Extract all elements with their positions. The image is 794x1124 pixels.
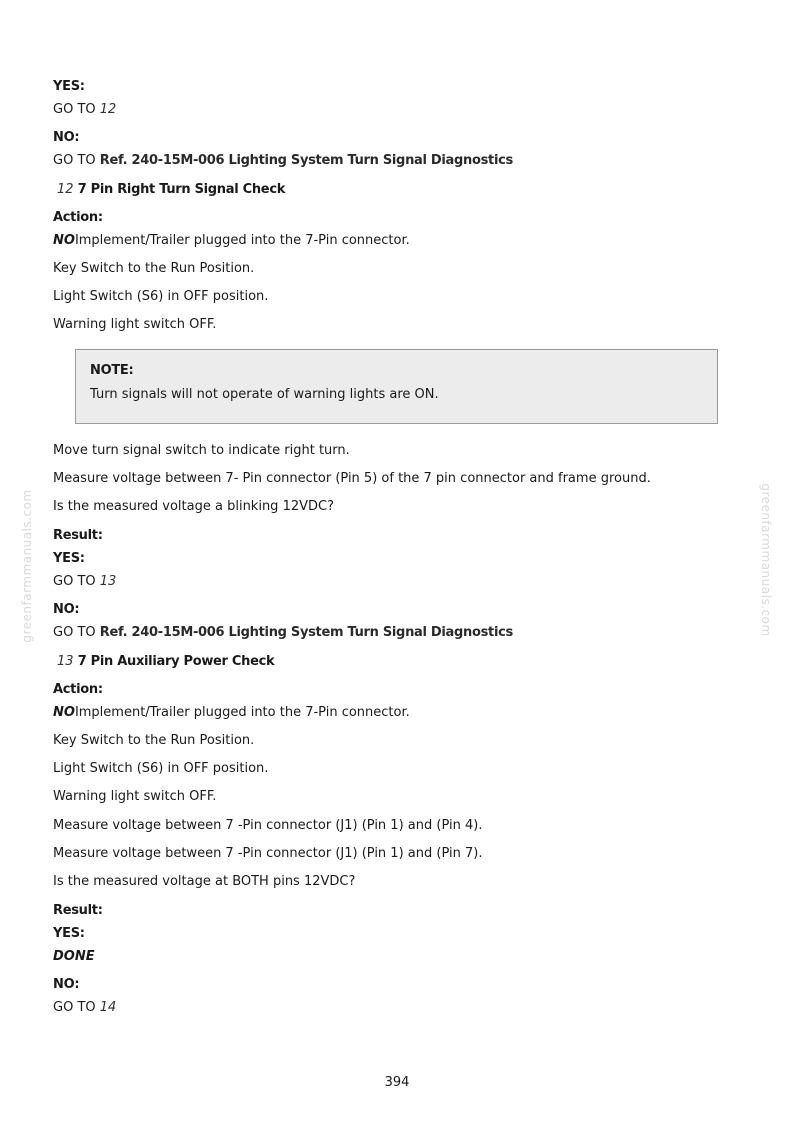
no-prefix: NO xyxy=(53,705,75,720)
note-title: NOTE: xyxy=(90,363,134,378)
step-number: 13 xyxy=(57,654,74,669)
action-text: Implement/Trailer plugged into the 7-Pin connector. xyxy=(74,705,410,720)
action-line: Measure voltage between 7- Pin connector (Pin 5) of the 7 pin connector and frame ground. xyxy=(53,471,651,486)
reference-link[interactable]: Ref. 240-15M-006 Lighting System Turn Signal Diagnostics xyxy=(99,625,513,640)
no-prefix: NO xyxy=(53,233,75,248)
yes-label: YES: xyxy=(53,551,85,566)
no-label: NO: xyxy=(53,977,80,992)
no-goto xyxy=(53,152,513,170)
action-label: Action: xyxy=(53,682,103,697)
action-line: Key Switch to the Run Position. xyxy=(53,733,255,748)
action-line: Light Switch (S6) in OFF position. xyxy=(53,289,269,304)
reference-link[interactable]: Ref. 240-15M-006 Lighting System Turn Signal Diagnostics xyxy=(99,153,513,168)
action-line: Measure voltage between 7 -Pin connector (J1) (Pin 1) and (Pin 4). xyxy=(53,818,483,833)
yes-label: YES: xyxy=(53,79,85,94)
no-goto xyxy=(53,624,513,642)
action-line: Key Switch to the Run Position. xyxy=(53,261,255,276)
step-title: 7 Pin Right Turn Signal Check xyxy=(77,182,286,197)
yes-label: YES: xyxy=(53,926,85,941)
yes-value: DONE xyxy=(53,949,95,964)
note-text: Turn signals will not operate of warning lights are ON. xyxy=(90,387,439,402)
action-line xyxy=(53,704,410,722)
watermark-right: greenfarmmanuals.com xyxy=(759,483,773,637)
result-label: Result: xyxy=(53,903,103,918)
step-13-heading xyxy=(57,653,274,671)
no-label: NO: xyxy=(53,130,80,145)
goto-step-link[interactable]: 14 xyxy=(99,1000,117,1015)
action-line: Light Switch (S6) in OFF position. xyxy=(53,761,269,776)
step-title: 7 Pin Auxiliary Power Check xyxy=(77,654,275,669)
goto-step-link[interactable]: 12 xyxy=(99,102,117,117)
watermark-left: greenfarmmanuals.com xyxy=(20,489,34,643)
action-line: Is the measured voltage at BOTH pins 12VDC? xyxy=(53,874,356,889)
yes-goto xyxy=(53,573,116,591)
action-text: Implement/Trailer plugged into the 7-Pin connector. xyxy=(74,233,410,248)
action-label: Action: xyxy=(53,210,103,225)
yes-goto xyxy=(53,101,116,119)
step-12-heading xyxy=(57,181,285,199)
action-line: Move turn signal switch to indicate right turn. xyxy=(53,443,350,458)
result-label: Result: xyxy=(53,528,103,543)
no-label: NO: xyxy=(53,602,80,617)
goto-step-link[interactable]: 13 xyxy=(99,574,117,589)
goto-prefix: GO TO xyxy=(53,574,96,589)
action-line: Warning light switch OFF. xyxy=(53,789,217,804)
step-number: 12 xyxy=(57,182,74,197)
goto-prefix: GO TO xyxy=(53,102,96,117)
action-line xyxy=(53,232,410,250)
goto-prefix: GO TO xyxy=(53,1000,96,1015)
no-goto xyxy=(53,999,116,1017)
note-box xyxy=(75,349,718,424)
page-number: 394 xyxy=(384,1075,410,1090)
goto-prefix: GO TO xyxy=(53,153,96,168)
action-line: Measure voltage between 7 -Pin connector (J1) (Pin 1) and (Pin 7). xyxy=(53,846,483,861)
goto-prefix: GO TO xyxy=(53,625,96,640)
action-line: Is the measured voltage a blinking 12VDC? xyxy=(53,499,334,514)
action-line: Warning light switch OFF. xyxy=(53,317,217,332)
